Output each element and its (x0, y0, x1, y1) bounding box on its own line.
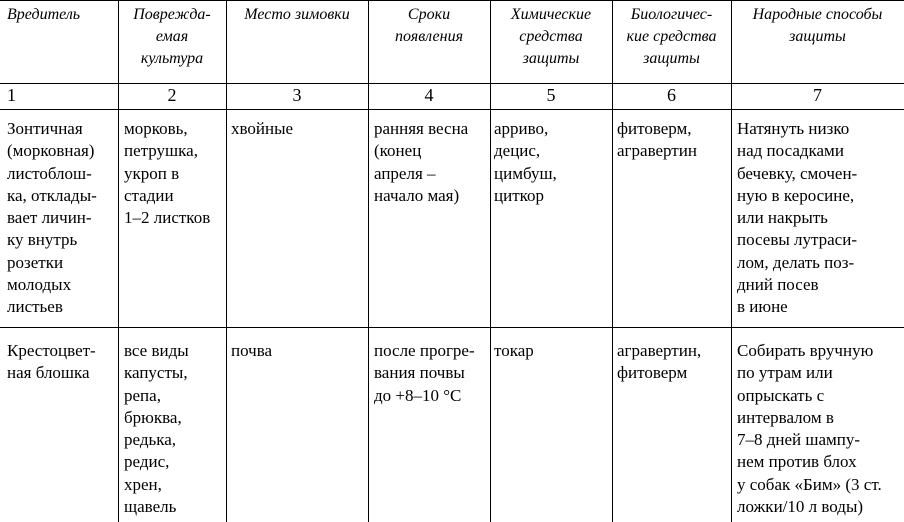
header-pest: Вредитель (7, 6, 81, 23)
column-number: 2 (167, 85, 177, 105)
row2-timing-cell: после прогре- вания почвы до +8–10 °С (374, 341, 475, 405)
header-wintering: Место зимовки (244, 6, 350, 23)
row2-pest-cell: Крестоцвет- ная блошка (7, 341, 96, 383)
column-divider (368, 0, 369, 522)
table-top-rule (0, 0, 904, 1)
column-divider (490, 0, 491, 522)
header-timing: Сроки появления (394, 6, 464, 45)
column-divider (226, 0, 227, 522)
row1-pest-cell: Зонтичная (морковная) листоблош- ка, отклады- вает личин- ку внутрь розетки молодых листьев (7, 119, 97, 317)
column-number: 3 (292, 85, 302, 105)
column-number: 5 (546, 85, 556, 105)
row2-folk-cell: Собирать вручную по утрам или опрыскать с интервалом в 7–8 дней шампу- нем против блох у собак «Бим» (3 ст. ложки/10 л воды) (737, 341, 882, 517)
row2-wintering-cell: почва (231, 341, 273, 360)
row1-biological-cell: фитоверм, агравертин (617, 119, 697, 161)
row-separator-rule (0, 327, 904, 328)
row2-crop-cell: все виды капусты, репа, брюква, редька, редис, хрен, щавель (124, 341, 189, 517)
row1-crop-cell: морковь, петрушка, укроп в стадии 1–2 листков (124, 119, 211, 228)
numbers-bottom-rule (0, 109, 904, 110)
row1-folk-cell: Натянуть низко над посадками бечевку, смочен- ную в керосине, или накрыть посевы лутраси- лом, делать поз- дний посев в июне (737, 119, 858, 317)
header-biological: Биологичес- кие средства защиты (626, 6, 717, 67)
column-number: 6 (667, 85, 676, 105)
column-number: 4 (424, 85, 434, 105)
column-number: 7 (813, 85, 822, 105)
row2-chemical-cell: токар (494, 341, 534, 360)
column-number: 1 (7, 85, 16, 105)
row2-biological-cell: агравертин, фитоверм (617, 341, 702, 383)
row1-wintering-cell: хвойные (231, 119, 294, 138)
header-chemical: Химические средства защиты (510, 6, 592, 67)
header-crop: Поврежда- емая культура (133, 6, 211, 67)
column-divider (612, 0, 613, 522)
row1-timing-cell: ранняя весна (конец апреля – начало мая) (374, 119, 469, 205)
header-folk: Народные способы защиты (752, 6, 883, 45)
row1-chemical-cell: арриво, децис, цимбуш, циткор (494, 119, 557, 205)
